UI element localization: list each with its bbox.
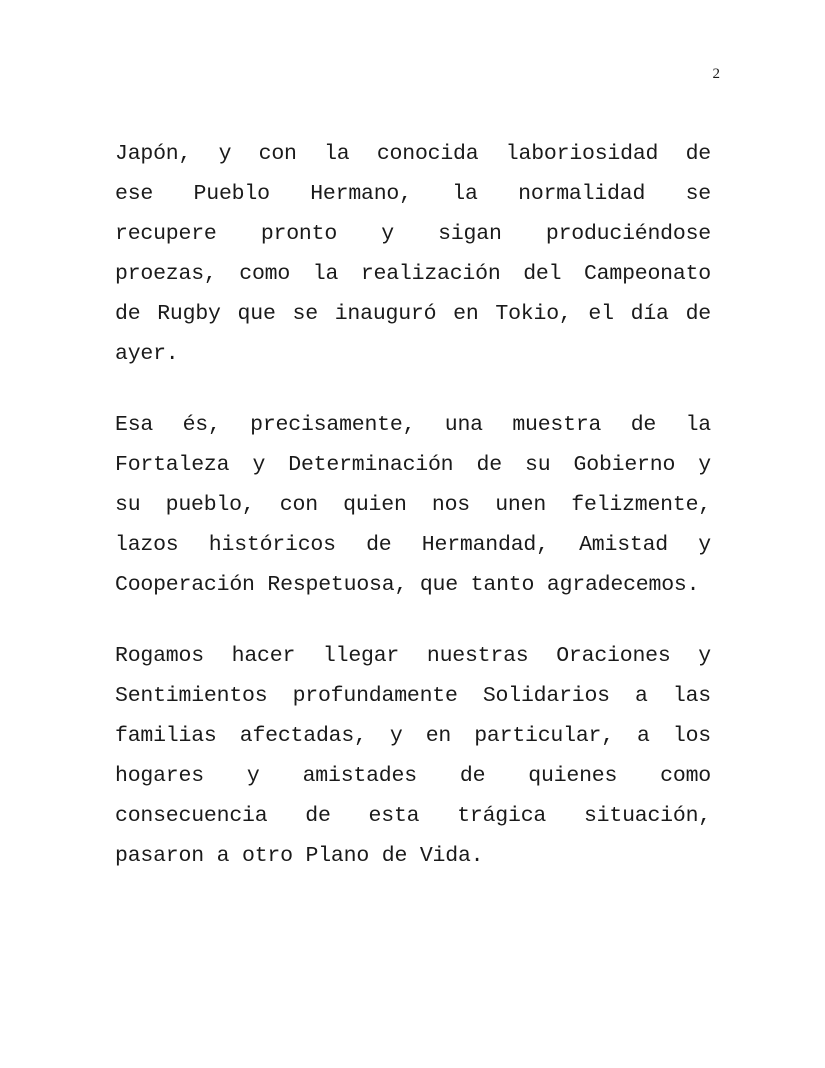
text-line: Sentimientos profundamente Solidarios a las <box>115 684 711 708</box>
page-number: 2 <box>712 66 720 82</box>
text-line: de Rugby que se inauguró en Tokio, el día de <box>115 302 711 326</box>
text-line: ese Pueblo Hermano, la normalidad se <box>115 182 711 206</box>
text-line: pasaron a otro Plano de Vida. <box>115 844 484 868</box>
text-line: Esa és, precisamente, una muestra de la <box>115 413 711 437</box>
text-line: consecuencia de esta trágica situación, <box>115 804 711 828</box>
text-line: hogares y amistades de quienes como <box>115 764 711 788</box>
text-line: lazos históricos de Hermandad, Amistad y <box>115 533 711 557</box>
text-line: Cooperación Respetuosa, que tanto agradecemos. <box>115 573 700 597</box>
text-line: familias afectadas, y en particular, a los <box>115 724 711 748</box>
text-line: Rogamos hacer llegar nuestras Oraciones y <box>115 644 711 668</box>
text-line: ayer. <box>115 342 179 366</box>
text-line: su pueblo, con quien nos unen felizmente, <box>115 493 711 517</box>
text-line: proezas, como la realización del Campeonato <box>115 262 711 286</box>
text-line: Japón, y con la conocida laboriosidad de <box>115 142 711 166</box>
text-line: recupere pronto y sigan produciéndose <box>115 222 711 246</box>
text-line: Fortaleza y Determinación de su Gobierno y <box>115 453 711 477</box>
